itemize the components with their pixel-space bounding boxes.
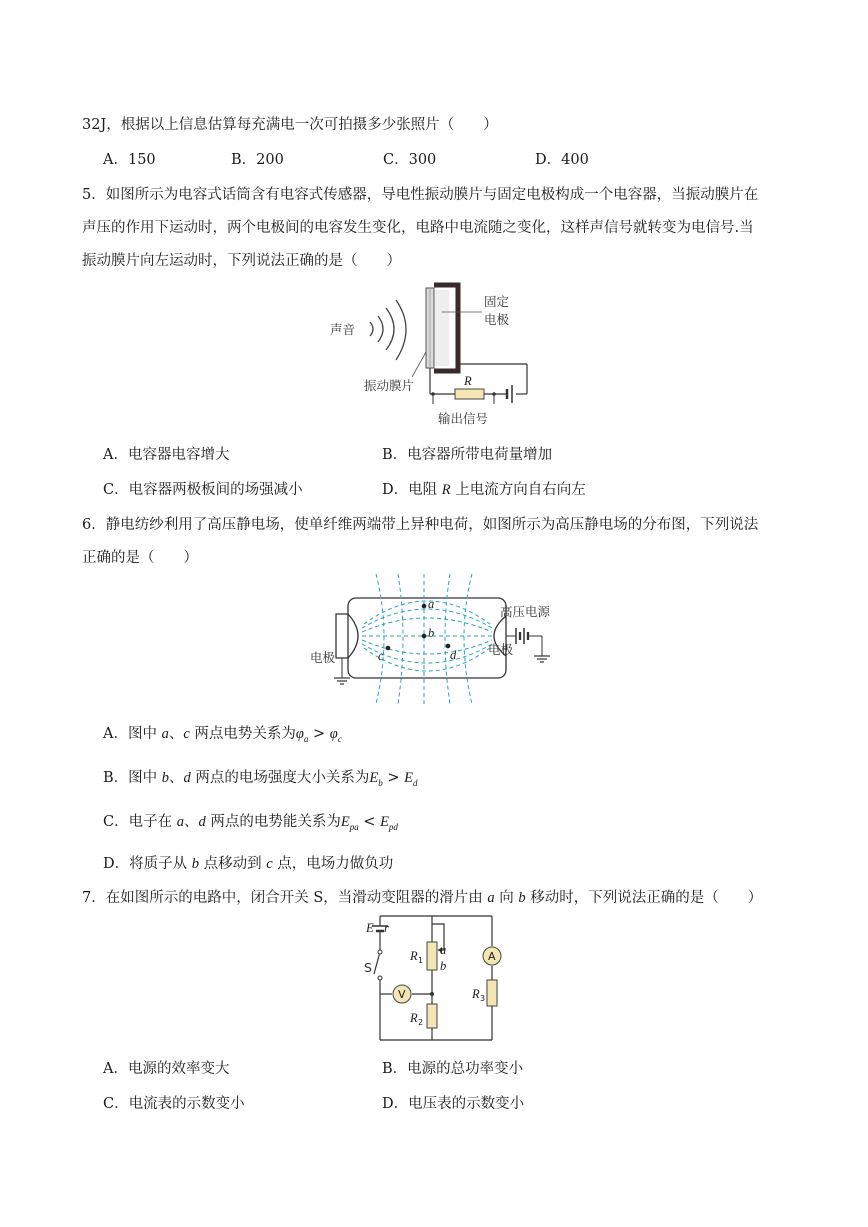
- point-c-label: c: [378, 649, 384, 663]
- output-signal-label: 输出信号: [438, 411, 489, 426]
- q6-stem-line2: 正确的是（ ）: [82, 550, 198, 566]
- hv-source-label: 高压电源: [500, 604, 551, 619]
- r3-sub: 3: [480, 994, 486, 1003]
- q5-option-a: A．电容器电容增大: [103, 447, 230, 463]
- q6-option-b: B．图中 b、d 两点的电场强度大小关系为$E_b > E_d$: [103, 770, 418, 788]
- r2-sub: 2: [418, 1018, 424, 1027]
- switch-label: S: [364, 960, 372, 975]
- r2-label: R: [410, 1011, 418, 1025]
- q5-microphone-diagram: [322, 282, 552, 432]
- internal-resistance-label: r: [384, 921, 389, 935]
- point-b: [422, 634, 427, 639]
- right-electrode-label: 电极: [488, 642, 514, 657]
- slider-b-label: b: [440, 959, 447, 973]
- sound-wave-2: [378, 316, 383, 342]
- sound-label: 声音: [330, 322, 356, 337]
- ammeter-label: A: [488, 950, 496, 963]
- q7-option-c: C．电流表的示数变小: [103, 1096, 245, 1112]
- left-electrode-label: 电极: [310, 650, 336, 665]
- resistor-label: R: [464, 374, 472, 388]
- diaphragm-label: 振动膜片: [364, 378, 415, 393]
- q7-option-a: A．电源的效率变大: [103, 1061, 230, 1077]
- q6-option-d: D．将质子从 b 点移动到 c 点，电场力做负功: [103, 856, 394, 872]
- point-c: [386, 646, 391, 651]
- q5-option-b: B．电容器所带电荷量增加: [382, 447, 553, 463]
- point-d-label: d: [450, 648, 457, 662]
- q7-option-b: B．电源的总功率变小: [382, 1061, 524, 1077]
- q5-stem-line1: 5．如图所示为电容式话筒含有电容式传感器，导电性振动膜片与固定电极构成一个电容器，当振动膜片在: [82, 187, 759, 203]
- fixed-electrode-label-2: 电极: [484, 312, 510, 327]
- emf-label: E: [366, 921, 374, 935]
- q6-stem-line1: 6．静电纺纱利用了高压静电场，使单纤维两端带上异种电荷，如图所示为高压静电场的分布图，下列说法: [82, 517, 759, 533]
- sound-wave-1: [370, 322, 373, 336]
- q5-option-d: D．电阻 R 上电流方向自右向左: [382, 482, 586, 498]
- r1-label: R: [410, 949, 418, 963]
- q6-option-c: C．电子在 a、d 两点的电势能关系为$E_{pa} < E_{pd}$: [103, 814, 398, 832]
- q6-option-a: A．图中 a、c 两点电势关系为$\varphi_a > \varphi_c$: [103, 726, 342, 744]
- resistor-r: [455, 389, 484, 399]
- r1-sub: 1: [418, 956, 424, 965]
- point-a-label: a: [428, 597, 435, 611]
- voltmeter-label: V: [398, 988, 406, 1001]
- q6-electrostatic-field-diagram: [306, 574, 566, 704]
- q4-option-b: B．200: [231, 152, 284, 168]
- left-electrode-plate: [336, 614, 348, 658]
- sound-wave-4: [396, 300, 406, 360]
- sound-wave-3: [386, 308, 394, 350]
- point-a: [422, 604, 427, 609]
- chamber-box: [348, 598, 506, 678]
- point-b-label: b: [428, 626, 435, 640]
- r2-resistor: [427, 1004, 437, 1028]
- q4-option-d: D．400: [535, 152, 589, 168]
- fixed-electrode-label-1: 固定: [484, 294, 510, 309]
- q4-option-a: A．150: [103, 152, 156, 168]
- q5-stem-line3: 振动膜片向左运动时，下列说法正确的是（ ）: [82, 253, 401, 269]
- q7-option-d: D．电压表的示数变小: [382, 1096, 525, 1112]
- q7-circuit-diagram: [360, 912, 520, 1047]
- slider-a-label: a: [440, 943, 447, 957]
- r1-rheostat: [427, 942, 437, 970]
- q4-option-c: C．300: [383, 152, 437, 168]
- q7-stem: 7．在如图所示的电路中，闭合开关 S，当滑动变阻器的滑片由 a 向 b 移动时，下列说法正确的是（ ）: [82, 890, 763, 906]
- q5-stem-line2: 声压的作用下运动时，两个电极间的电容发生变化，电路中电流随之变化，这样声信号就转变为电信号.当: [82, 220, 754, 236]
- field-lines: [362, 574, 492, 704]
- q5-option-c: C．电容器两极板间的场强减小: [103, 482, 303, 498]
- r3-label: R: [472, 987, 480, 1001]
- q4-stem-tail: 32J，根据以上信息估算每充满电一次可拍摄多少张照片（ ）: [82, 117, 498, 133]
- r3-resistor: [487, 980, 497, 1006]
